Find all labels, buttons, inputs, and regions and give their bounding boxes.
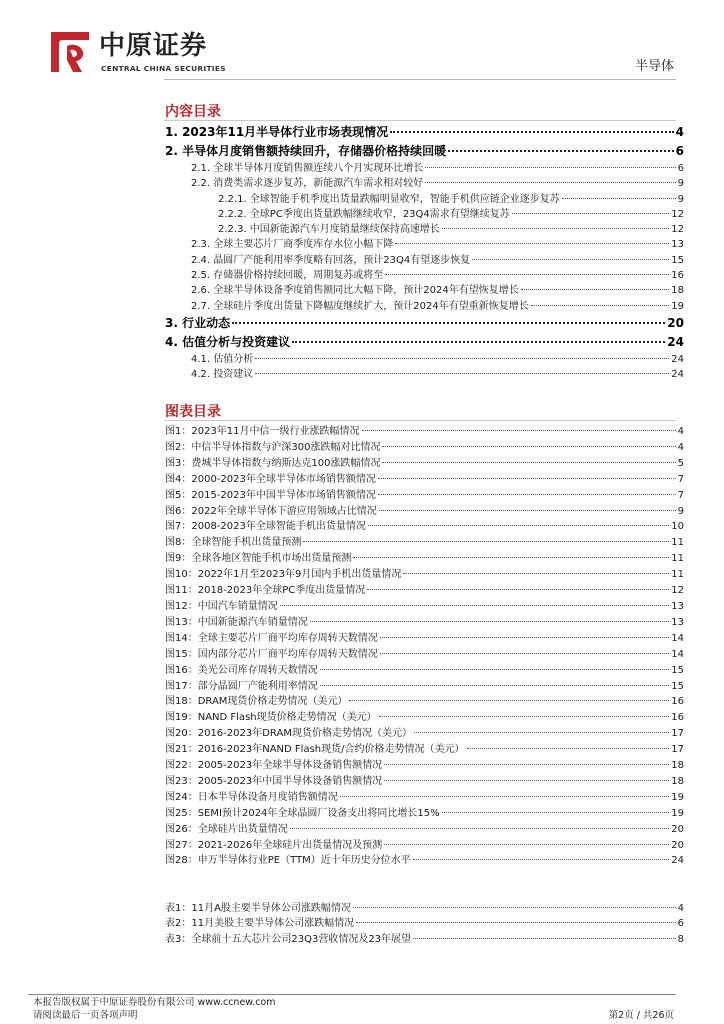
figure-entry[interactable] <box>165 519 684 535</box>
figure-entry-title: 图21：2016-2023年NAND Flash现货/合约价格走势情况（美元） <box>165 744 465 756</box>
dot-leader <box>232 322 665 324</box>
figure-entry[interactable] <box>165 551 684 567</box>
contents-title-divider <box>164 120 676 121</box>
header-divider <box>164 79 676 80</box>
figure-entry[interactable] <box>165 663 684 679</box>
figure-entry-page: 18 <box>671 775 684 787</box>
figure-entry-page: 20 <box>671 823 684 835</box>
figure-entry-page: 14 <box>671 648 684 660</box>
dot-leader <box>384 764 669 765</box>
figure-entry-page: 4 <box>677 426 684 437</box>
toc-entry-title: 2.4. 晶圆厂产能利用率季度略有回落，预计23Q4有望逐步恢复 <box>191 254 471 266</box>
figure-entry-title: 图7：2008-2023年全球智能手机出货量情况 <box>165 521 366 533</box>
figure-entry[interactable] <box>165 838 684 854</box>
figure-entry-title: 图26：全球硅片出货量情况 <box>165 823 288 835</box>
dot-leader <box>472 259 669 260</box>
figure-entry[interactable] <box>165 774 684 790</box>
dot-leader <box>378 478 676 479</box>
toc-entry-page: 18 <box>671 285 684 297</box>
toc-entry[interactable] <box>165 161 684 176</box>
toc-entry-title: 3. 行业动态 <box>165 315 231 330</box>
figure-entry-title: 图10：2022年1月至2023年9月国内手机出货量情况 <box>165 569 402 581</box>
dot-leader <box>390 131 673 133</box>
dot-leader <box>413 859 670 860</box>
toc-entry-page: 24 <box>671 353 684 365</box>
toc-entry-title: 2.1. 全球半导体月度销售额连续八个月实现环比增长 <box>191 163 424 174</box>
toc-entry-title: 2.7. 全球硅片季度出货量下降幅度继续扩大，预计2024年有望重新恢复增长 <box>191 300 529 312</box>
dot-leader <box>320 669 670 670</box>
figure-entry-title: 图1：2023年11月中信一级行业涨跌幅情况 <box>165 426 360 437</box>
toc-entry-title: 2. 半导体月度销售额持续回升，存储器价格持续回暖 <box>165 144 447 158</box>
toc-entry-title: 4.1. 估值分析 <box>191 353 254 365</box>
dot-leader <box>395 243 669 244</box>
figure-entry[interactable] <box>165 758 684 774</box>
figure-entry-title: 图25：SEMI预计2024年全球晶圆厂设备支出将同比增长15% <box>165 807 440 819</box>
figure-entry[interactable] <box>165 583 684 599</box>
dot-leader <box>384 844 669 845</box>
figure-entry[interactable] <box>165 472 684 488</box>
toc-entry-page: 15 <box>671 254 684 266</box>
figure-entry-title: 图3：费城半导体指数与纳斯达克100涨跌幅情况 <box>165 457 381 469</box>
figure-entry[interactable] <box>165 853 684 869</box>
contents-title: 内容目录 <box>165 104 221 120</box>
toc-entry-page: 12 <box>671 224 684 236</box>
dot-leader <box>292 341 665 343</box>
dot-leader <box>521 289 670 290</box>
figures-title-divider <box>164 420 676 421</box>
dot-leader <box>280 605 670 606</box>
figure-entry[interactable] <box>165 535 684 551</box>
figure-entry-title: 图28：申万半导体行业PE（TTM）近十年历史分位水平 <box>165 855 411 867</box>
figure-entry[interactable] <box>165 440 684 456</box>
toc-entry-title: 2.3. 全球主要芯片厂商季度库存水位小幅下降 <box>191 239 394 251</box>
company-logo-icon <box>49 30 95 74</box>
toc-entry-title: 2.2.2. 全球PC季度出货量跌幅继续收窄，23Q4需求有望继续复苏 <box>218 208 510 220</box>
toc-entry-title: 1. 2023年11月半导体行业市场表现情况 <box>165 125 389 139</box>
dot-leader <box>467 748 670 749</box>
industry-label: 半导体 <box>634 59 674 74</box>
figure-entry-page: 15 <box>671 680 684 692</box>
figures-list <box>165 424 684 869</box>
page-header <box>0 0 724 82</box>
toc-entry-title: 2.2.1. 全球智能手机季度出货量跌幅明显收窄，智能手机供应链企业逐步复苏 <box>218 193 560 205</box>
figure-entry-title: 图16：美光公司库存周转天数情况 <box>165 664 318 676</box>
figure-entry-title: 图17：部分晶圆厂产能利用率情况 <box>165 680 318 692</box>
toc-entry[interactable] <box>165 192 684 207</box>
figure-entry-title: 图6：2022年全球半导体下游应用领域占比情况 <box>165 505 377 517</box>
dot-leader <box>255 358 669 359</box>
toc-entry-page: 4 <box>675 125 684 139</box>
page-number: 第2页 / 共26页 <box>608 1010 674 1021</box>
figure-entry-page: 11 <box>671 553 684 565</box>
toc-entry[interactable] <box>165 333 684 352</box>
dot-leader <box>290 828 670 829</box>
dot-leader <box>512 213 669 214</box>
dot-leader <box>353 907 676 908</box>
dot-leader <box>425 167 675 168</box>
dot-leader <box>442 228 669 229</box>
toc-entry-page: 24 <box>671 369 684 381</box>
dot-leader <box>349 700 669 701</box>
figure-entry-page: 19 <box>671 807 684 819</box>
figure-entry[interactable] <box>165 488 684 504</box>
figure-entry-page: 19 <box>671 791 684 803</box>
figure-entry-page: 10 <box>671 521 684 533</box>
figure-entry-page: 20 <box>671 839 684 851</box>
dot-leader <box>380 653 670 654</box>
contents-list <box>165 123 684 383</box>
footer-disclaimer-note: 请阅读最后一页各项声明 <box>33 1010 138 1021</box>
figure-entry-page: 12 <box>671 585 684 597</box>
table-entry-page: 8 <box>677 933 684 945</box>
figure-entry-page: 9 <box>677 505 684 517</box>
figure-entry-title: 图20：2016-2023年DRAM现货价格走势情况（美元） <box>165 728 412 740</box>
toc-entry[interactable] <box>165 352 684 367</box>
footer-copyright: 本报告版权属于中原证券股份有限公司 www.ccnew.com <box>33 997 276 1008</box>
dot-leader <box>368 525 669 526</box>
figure-entry-title: 图14：全球主要芯片厂商平均库存周转天数情况 <box>165 632 378 644</box>
figure-entry-page: 5 <box>677 457 684 469</box>
toc-entry[interactable] <box>165 176 684 191</box>
toc-entry-title: 2.2. 消费类需求逐步复苏，新能源汽车需求相对较好 <box>191 178 424 190</box>
footer-divider <box>28 994 676 995</box>
toc-entry-title: 2.5. 存储器价格持续回暖，周期复苏或将至 <box>191 270 384 282</box>
figure-entry-page: 11 <box>671 569 684 581</box>
figure-entry-page: 13 <box>671 600 684 612</box>
table-entry-title: 表2：11月美股主要半导体公司涨跌幅情况 <box>165 918 355 930</box>
dot-leader <box>310 621 670 622</box>
dot-leader <box>413 938 676 939</box>
figure-entry[interactable] <box>165 822 684 838</box>
dot-leader <box>562 198 676 199</box>
figure-entry-page: 18 <box>671 760 684 772</box>
figure-entry[interactable] <box>165 615 684 631</box>
figure-entry[interactable] <box>165 456 684 472</box>
tables-list <box>165 901 684 947</box>
figure-entry[interactable] <box>165 679 684 695</box>
dot-leader <box>362 430 676 431</box>
figure-entry-page: 7 <box>677 489 684 501</box>
dot-leader <box>382 462 675 463</box>
toc-entry-page: 9 <box>677 178 684 190</box>
dot-leader <box>448 150 674 152</box>
table-entry[interactable] <box>165 916 684 931</box>
toc-entry[interactable] <box>165 207 684 222</box>
figure-entry-title: 图8：全球智能手机出货量预测 <box>165 537 302 549</box>
dot-leader <box>384 780 669 781</box>
figure-entry[interactable] <box>165 567 684 583</box>
toc-entry-title: 4. 估值分析与投资建议 <box>165 334 291 349</box>
figure-entry[interactable] <box>165 726 684 742</box>
dot-leader <box>340 796 670 797</box>
toc-entry[interactable] <box>165 123 684 142</box>
toc-entry-page: 20 <box>667 315 684 330</box>
figure-entry-page: 17 <box>671 728 684 740</box>
toc-entry-title: 2.6. 全球半导体设备季度销售额同比大幅下降，预计2024年有望恢复增长 <box>191 285 519 297</box>
figure-entry-title: 图15：国内部分芯片厂商平均库存周转天数情况 <box>165 648 378 660</box>
dot-leader <box>385 274 669 275</box>
figure-entry-title: 图11：2018-2023年全球PC季度出货量情况 <box>165 585 366 597</box>
table-entry[interactable] <box>165 901 684 916</box>
figure-entry-title: 图2：中信半导体指数与沪深300涨跌幅对比情况 <box>165 441 381 453</box>
table-entry-title: 表3：全球前十五大芯片公司23Q3营收情况及23年展望 <box>165 933 412 945</box>
toc-entry-page: 24 <box>667 334 684 349</box>
dot-leader <box>380 637 670 638</box>
figure-entry[interactable] <box>165 647 684 663</box>
toc-entry-page: 6 <box>675 144 684 158</box>
figure-entry-page: 15 <box>671 664 684 676</box>
figure-entry-title: 图12：中国汽车销量情况 <box>165 600 278 612</box>
dot-leader <box>320 685 670 686</box>
toc-entry[interactable] <box>165 237 684 252</box>
company-logo-en: CENTRAL CHINA SECURITIES <box>101 64 226 73</box>
figure-entry-page: 24 <box>671 855 684 867</box>
figure-entry-title: 图18：DRAM现货价格走势情况（美元） <box>165 696 348 708</box>
dot-leader <box>378 494 676 495</box>
dot-leader <box>379 716 670 717</box>
figures-title: 图表目录 <box>165 404 221 420</box>
dot-leader <box>303 541 669 542</box>
figure-entry-page: 13 <box>671 616 684 628</box>
toc-entry-page: 13 <box>671 239 684 251</box>
toc-entry-page: 12 <box>671 208 684 220</box>
toc-entry-title: 2.2.3. 中国新能源汽车月度销量继续保持高速增长 <box>218 224 440 236</box>
figure-entry-title: 图5：2015-2023年中国半导体市场销售额情况 <box>165 489 376 501</box>
toc-entry[interactable] <box>165 283 684 298</box>
figure-entry-page: 4 <box>677 441 684 453</box>
dot-leader <box>403 573 669 574</box>
table-entry-page: 4 <box>677 903 684 914</box>
figure-entry-title: 图27：2021-2026年全球硅片出货量情况及预测 <box>165 839 383 851</box>
toc-entry-page: 6 <box>677 163 684 174</box>
dot-leader <box>379 510 676 511</box>
figure-entry-page: 16 <box>671 712 684 724</box>
figure-entry-title: 图19：NAND Flash现货价格走势情况（美元） <box>165 712 377 724</box>
figure-entry[interactable] <box>165 424 684 440</box>
dot-leader <box>425 182 675 183</box>
company-logo-cn: 中原证券 <box>99 31 208 61</box>
toc-entry-page: 9 <box>677 193 684 205</box>
figure-entry-page: 11 <box>671 537 684 549</box>
toc-entry[interactable] <box>165 142 684 161</box>
dot-leader <box>356 922 676 923</box>
table-entry-page: 6 <box>677 918 684 930</box>
figure-entry-title: 图9：全球各地区智能手机市场出货量预测 <box>165 553 352 565</box>
figure-entry-page: 16 <box>671 696 684 708</box>
figure-entry[interactable] <box>165 742 684 758</box>
figure-entry-title: 图24：日本半导体设备月度销售额情况 <box>165 791 338 803</box>
dot-leader <box>255 373 669 374</box>
figure-entry[interactable] <box>165 599 684 615</box>
toc-entry[interactable] <box>165 253 684 268</box>
toc-entry[interactable] <box>165 222 684 237</box>
figure-entry[interactable] <box>165 806 684 822</box>
toc-entry-page: 19 <box>671 300 684 312</box>
dot-leader <box>367 589 669 590</box>
figure-entry[interactable] <box>165 710 684 726</box>
dot-leader <box>442 812 670 813</box>
toc-entry[interactable] <box>165 367 684 382</box>
toc-entry[interactable] <box>165 268 684 283</box>
figure-entry[interactable] <box>165 631 684 647</box>
toc-entry[interactable] <box>165 314 684 333</box>
table-entry-title: 表1：11月A股主要半导体公司涨跌幅情况 <box>165 903 351 914</box>
figure-entry-page: 7 <box>677 473 684 485</box>
dot-leader <box>382 446 675 447</box>
figure-entry-page: 14 <box>671 632 684 644</box>
figure-entry-title: 图13：中国新能源汽车销量情况 <box>165 616 308 628</box>
figure-entry-title: 图4：2000-2023年全球半导体市场销售额情况 <box>165 473 376 485</box>
dot-leader <box>353 557 669 558</box>
toc-entry-title: 4.2. 投资建议 <box>191 369 254 381</box>
dot-leader <box>531 305 670 306</box>
toc-entry-page: 16 <box>671 270 684 282</box>
figure-entry-page: 17 <box>671 744 684 756</box>
table-entry[interactable] <box>165 932 684 947</box>
figure-entry-title: 图23：2005-2023年中国半导体设备销售额情况 <box>165 775 383 787</box>
figure-entry[interactable] <box>165 790 684 806</box>
figure-entry[interactable] <box>165 694 684 710</box>
toc-entry[interactable] <box>165 299 684 314</box>
dot-leader <box>414 732 669 733</box>
figure-entry-title: 图22：2005-2023年全球半导体设备销售额情况 <box>165 760 383 772</box>
figure-entry[interactable] <box>165 504 684 520</box>
